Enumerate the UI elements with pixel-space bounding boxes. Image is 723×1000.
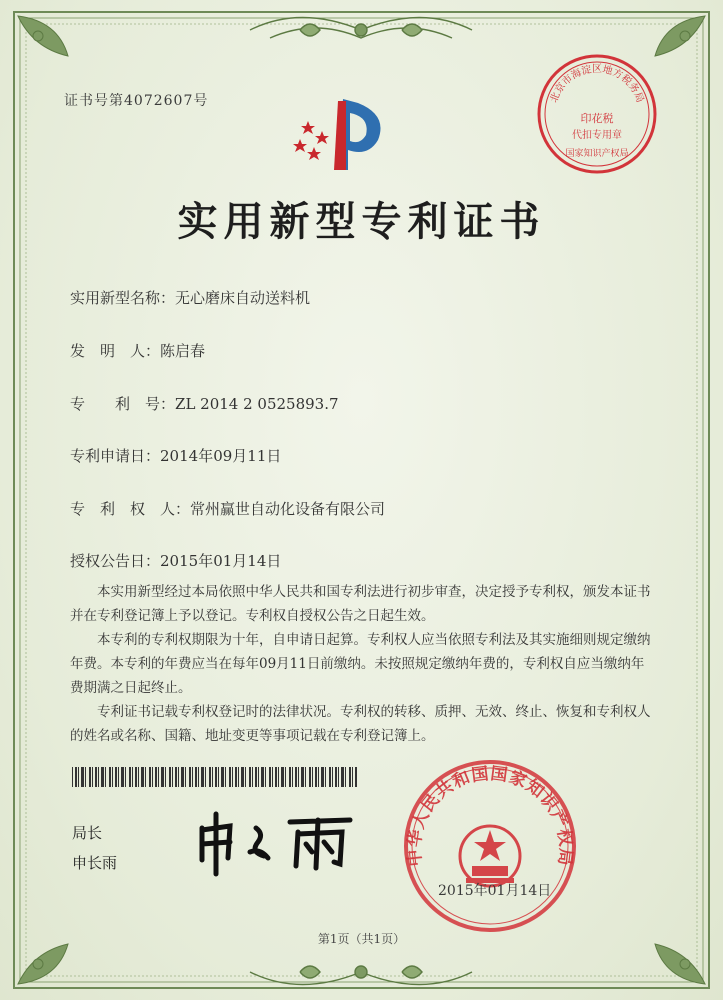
barcode-bar — [98, 767, 99, 787]
barcode-icon — [72, 767, 358, 787]
barcode-bar — [258, 767, 259, 787]
barcode-bar — [332, 767, 333, 787]
barcode-bar — [235, 767, 237, 787]
barcode-bar — [125, 767, 126, 787]
barcode-bar — [169, 767, 171, 787]
field-value: 无心磨床自动送料机 — [175, 289, 311, 307]
barcode-bar — [92, 767, 93, 787]
field-label: 专 利 权 人： — [70, 500, 191, 518]
sipo-logo-icon — [288, 95, 398, 175]
page-footer: 第1页（共1页） — [317, 932, 406, 946]
barcode-bar — [309, 767, 311, 787]
barcode-bar — [75, 767, 77, 787]
barcode-bar — [312, 767, 313, 787]
certificate-body — [70, 580, 655, 748]
barcode-bar — [115, 767, 117, 787]
top-ornament — [250, 18, 472, 39]
field-label: 专利申请日： — [70, 447, 161, 465]
barcode-bar — [229, 767, 231, 787]
barcode-bar — [81, 767, 84, 787]
field-value: ZL 2014 2 0525893.7 — [175, 395, 339, 413]
field-label: 授权公告日： — [70, 552, 161, 570]
barcode-bar — [289, 767, 291, 787]
barcode-bar — [352, 767, 353, 787]
barcode-bar — [238, 767, 239, 787]
tax-seal-icon — [535, 52, 660, 177]
barcode-bar — [121, 767, 124, 787]
grant-date: 2015年01月14日 — [438, 883, 552, 899]
barcode-bar — [292, 767, 293, 787]
field-value: 常州赢世自动化设备有限公司 — [190, 500, 386, 518]
barcode-bar — [278, 767, 279, 787]
barcode-bar — [201, 767, 204, 787]
barcode-bar — [325, 767, 326, 787]
barcode-bar — [178, 767, 179, 787]
barcode-bar — [129, 767, 131, 787]
barcode-bar — [221, 767, 224, 787]
barcode-bar — [252, 767, 253, 787]
barcode-bar — [172, 767, 173, 787]
barcode-bar — [165, 767, 166, 787]
barcode-bar — [355, 767, 357, 787]
barcode-bar — [329, 767, 331, 787]
barcode-bar — [255, 767, 257, 787]
barcode-bar — [145, 767, 146, 787]
barcode-bar — [198, 767, 199, 787]
barcode-bar — [109, 767, 111, 787]
barcode-bar — [225, 767, 226, 787]
svg-text:代扣专用章: 代扣专用章 — [572, 130, 622, 141]
field-value: 陈启春 — [160, 342, 206, 360]
barcode-bar — [78, 767, 79, 787]
field-utility-model-name — [70, 287, 310, 308]
barcode-bar — [181, 767, 184, 787]
field-patent-number — [70, 393, 339, 414]
barcode-bar — [138, 767, 139, 787]
field-inventor — [70, 340, 205, 361]
body-paragraph: 本实用新型经过本局依照中华人民共和国专利法进行初步审查，决定授予专利权，颁发本证书并在专利登记簿上予以登记。专利权自授权公告之日起生效。 — [70, 584, 651, 624]
official-name: 申长雨 — [72, 854, 118, 872]
barcode-bar — [341, 767, 344, 787]
barcode-bar — [149, 767, 151, 787]
barcode-bar — [155, 767, 157, 787]
certificate-title: 实用新型专利证书 — [177, 199, 546, 245]
barcode-bar — [212, 767, 213, 787]
signature-icon — [190, 808, 370, 878]
barcode-bar — [245, 767, 246, 787]
barcode-bar — [349, 767, 351, 787]
barcode-bar — [135, 767, 137, 787]
barcode-bar — [192, 767, 193, 787]
barcode-bar — [295, 767, 297, 787]
barcode-bar — [161, 767, 164, 787]
barcode-bar — [195, 767, 197, 787]
barcode-bar — [338, 767, 339, 787]
barcode-bar — [315, 767, 317, 787]
barcode-bar — [215, 767, 217, 787]
barcode-bar — [152, 767, 153, 787]
svg-text:北京市海淀区地方税务局: 北京市海淀区地方税务局 — [548, 64, 646, 105]
barcode-bar — [335, 767, 337, 787]
svg-text:中华人民共和国国家知识产权局: 中华人民共和国国家知识产权局 — [404, 763, 576, 868]
barcode-bar — [72, 767, 73, 787]
barcode-bar — [305, 767, 306, 787]
field-label: 实用新型名称： — [70, 289, 176, 307]
field-application-date — [70, 445, 281, 466]
barcode-bar — [241, 767, 244, 787]
svg-text:国家知识产权局: 国家知识产权局 — [565, 149, 629, 159]
barcode-bar — [89, 767, 91, 787]
barcode-bar — [272, 767, 273, 787]
field-value: 2014年09月11日 — [160, 447, 282, 465]
barcode-bar — [345, 767, 346, 787]
barcode-bar — [189, 767, 191, 787]
barcode-bar — [158, 767, 159, 787]
barcode-bar — [112, 767, 113, 787]
field-label: 专 利 号： — [70, 395, 176, 413]
svg-text:印花税: 印花税 — [580, 112, 614, 125]
national-seal-icon — [400, 756, 580, 936]
barcode-bar — [205, 767, 206, 787]
body-paragraph: 本专利的专利权期限为十年，自申请日起算。专利权人应当依照专利法及其实施细则规定缴纳年费。本专利的年费应当在每年09月11日前缴纳。未按照规定缴纳年费的，专利权自应当缴纳年费期满之日起终止。 — [70, 632, 651, 696]
barcode-bar — [321, 767, 324, 787]
barcode-bar — [101, 767, 104, 787]
barcode-bar — [218, 767, 219, 787]
field-value: 2015年01月14日 — [160, 552, 282, 570]
field-patentee — [70, 498, 385, 519]
barcode-bar — [85, 767, 86, 787]
barcode-bar — [232, 767, 233, 787]
barcode-bar — [301, 767, 304, 787]
barcode-bar — [249, 767, 251, 787]
barcode-bar — [285, 767, 286, 787]
barcode-bar — [175, 767, 177, 787]
barcode-bar — [265, 767, 266, 787]
barcode-bar — [132, 767, 133, 787]
barcode-bar — [105, 767, 106, 787]
barcode-bar — [298, 767, 299, 787]
certificate-number: 证书号第4072607号 — [64, 93, 209, 109]
barcode-bar — [95, 767, 97, 787]
barcode-bar — [118, 767, 119, 787]
barcode-bar — [281, 767, 284, 787]
official-title: 局长 — [72, 824, 103, 842]
barcode-bar — [275, 767, 277, 787]
field-label: 发 明 人： — [70, 342, 161, 360]
body-paragraph: 专利证书记载专利权登记时的法律状况。专利权的转移、质押、无效、终止、恢复和专利权人的姓名或名称、国籍、地址变更等事项记载在专利登记簿上。 — [70, 704, 651, 744]
barcode-bar — [318, 767, 319, 787]
barcode-bar — [269, 767, 271, 787]
barcode-bar — [261, 767, 264, 787]
barcode-bar — [141, 767, 144, 787]
field-announcement-date — [70, 550, 281, 571]
barcode-bar — [185, 767, 186, 787]
barcode-bar — [209, 767, 211, 787]
